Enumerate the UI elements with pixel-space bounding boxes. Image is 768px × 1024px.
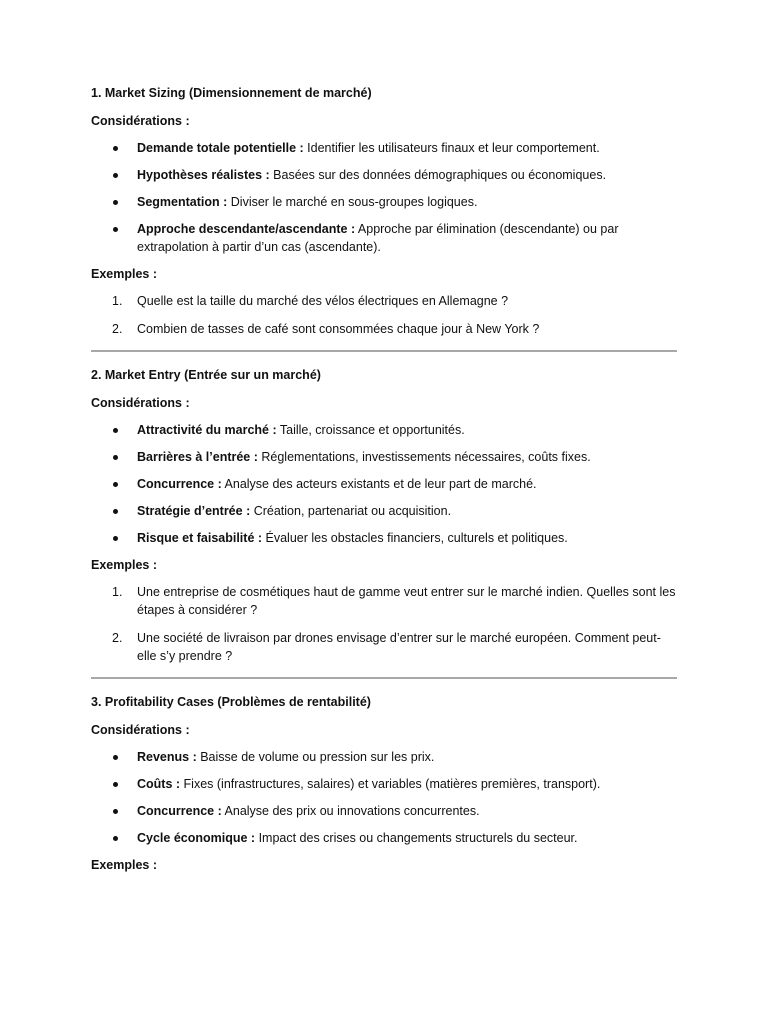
- bullet-text: Évaluer les obstacles financiers, culturels et politiques.: [262, 531, 568, 545]
- considerations-list: [91, 748, 677, 847]
- example-text: Une société de livraison par drones envisage d’entrer sur le marché européen. Comment peut-elle s’y prendre ?: [137, 631, 661, 663]
- list-item: [91, 629, 677, 665]
- bullet-icon: [113, 782, 118, 787]
- item-number: 2.: [112, 322, 123, 336]
- section-divider: [91, 350, 677, 352]
- list-item: [91, 193, 677, 211]
- bullet-text: Diviser le marché en sous-groupes logiques.: [227, 195, 478, 209]
- bullet-text: Basées sur des données démographiques ou économiques.: [269, 168, 607, 182]
- bullet-text: Identifier les utilisateurs finaux et leur comportement.: [303, 141, 600, 155]
- bullet-text: Analyse des prix ou innovations concurrentes.: [221, 804, 480, 818]
- item-number: 1.: [112, 585, 123, 599]
- item-number: 2.: [112, 631, 123, 645]
- example-text: Quelle est la taille du marché des vélos électriques en Allemagne ?: [137, 294, 509, 308]
- list-item: [91, 166, 677, 184]
- section-market-entry: [91, 366, 677, 665]
- list-item: [91, 802, 677, 820]
- bullet-icon: [113, 173, 118, 178]
- list-item: [91, 529, 677, 547]
- section-title: 2. Market Entry (Entrée sur un marché): [91, 368, 321, 382]
- list-item: [91, 139, 677, 157]
- examples-label: Exemples :: [91, 858, 158, 872]
- list-item: [91, 583, 677, 619]
- bullet-text: Analyse des acteurs existants et de leur part de marché.: [221, 477, 537, 491]
- bullet-term: Segmentation :: [137, 195, 228, 209]
- section-title: 1. Market Sizing (Dimensionnement de marché): [91, 86, 372, 100]
- bullet-icon: [113, 482, 118, 487]
- considerations-list: [91, 421, 677, 547]
- bullet-term: Hypothèses réalistes :: [137, 168, 270, 182]
- bullet-term: Cycle économique :: [137, 831, 256, 845]
- considerations-label: Considérations :: [91, 723, 190, 737]
- item-number: 1.: [112, 294, 123, 308]
- bullet-term: Revenus :: [137, 750, 197, 764]
- bullet-text: Impact des crises ou changements structurels du secteur.: [255, 831, 578, 845]
- example-text: Combien de tasses de café sont consommées chaque jour à New York ?: [137, 322, 540, 336]
- bullet-icon: [113, 200, 118, 205]
- bullet-icon: [113, 536, 118, 541]
- bullet-text: Fixes (infrastructures, salaires) et variables (matières premières, transport).: [180, 777, 601, 791]
- bullet-term: Stratégie d’entrée :: [137, 504, 251, 518]
- considerations-list: [91, 139, 677, 256]
- bullet-icon: [113, 509, 118, 514]
- section-divider: [91, 677, 677, 679]
- bullet-term: Concurrence :: [137, 804, 222, 818]
- list-item: [91, 292, 677, 310]
- considerations-label: Considérations :: [91, 396, 190, 410]
- bullet-icon: [113, 146, 118, 151]
- considerations-label: Considérations :: [91, 114, 190, 128]
- section-title: 3. Profitability Cases (Problèmes de rentabilité): [91, 695, 371, 709]
- section-profitability: [91, 693, 677, 874]
- bullet-icon: [113, 428, 118, 433]
- bullet-text: Approche par élimination (descendante) ou par extrapolation à partir d’un cas (ascendante).: [137, 222, 619, 254]
- bullet-term: Barrières à l’entrée :: [137, 450, 258, 464]
- list-item: [91, 421, 677, 439]
- bullet-term: Risque et faisabilité :: [137, 531, 263, 545]
- bullet-text: Taille, croissance et opportunités.: [276, 423, 465, 437]
- example-text: Une entreprise de cosmétiques haut de gamme veut entrer sur le marché indien. Quelles sont les étapes à considérer ?: [137, 585, 676, 617]
- list-item: [91, 320, 677, 338]
- bullet-text: Création, partenariat ou acquisition.: [250, 504, 452, 518]
- section-market-sizing: [91, 84, 677, 338]
- bullet-icon: [113, 836, 118, 841]
- bullet-icon: [113, 755, 118, 760]
- bullet-term: Approche descendante/ascendante :: [137, 222, 356, 236]
- document-content: [91, 84, 677, 883]
- list-item: [91, 775, 677, 793]
- list-item: [91, 448, 677, 466]
- bullet-term: Coûts :: [137, 777, 181, 791]
- bullet-icon: [113, 809, 118, 814]
- bullet-text: Baisse de volume ou pression sur les prix.: [196, 750, 435, 764]
- bullet-term: Concurrence :: [137, 477, 222, 491]
- list-item: [91, 748, 677, 766]
- bullet-term: Demande totale potentielle :: [137, 141, 304, 155]
- list-item: [91, 502, 677, 520]
- list-item: [91, 829, 677, 847]
- bullet-text: Réglementations, investissements nécessaires, coûts fixes.: [257, 450, 591, 464]
- examples-label: Exemples :: [91, 558, 158, 572]
- bullet-icon: [113, 455, 118, 460]
- list-item: [91, 475, 677, 493]
- bullet-icon: [113, 227, 118, 232]
- examples-list: [91, 583, 677, 665]
- examples-list: [91, 292, 677, 338]
- list-item: [91, 220, 677, 256]
- examples-label: Exemples :: [91, 267, 158, 281]
- bullet-term: Attractivité du marché :: [137, 423, 277, 437]
